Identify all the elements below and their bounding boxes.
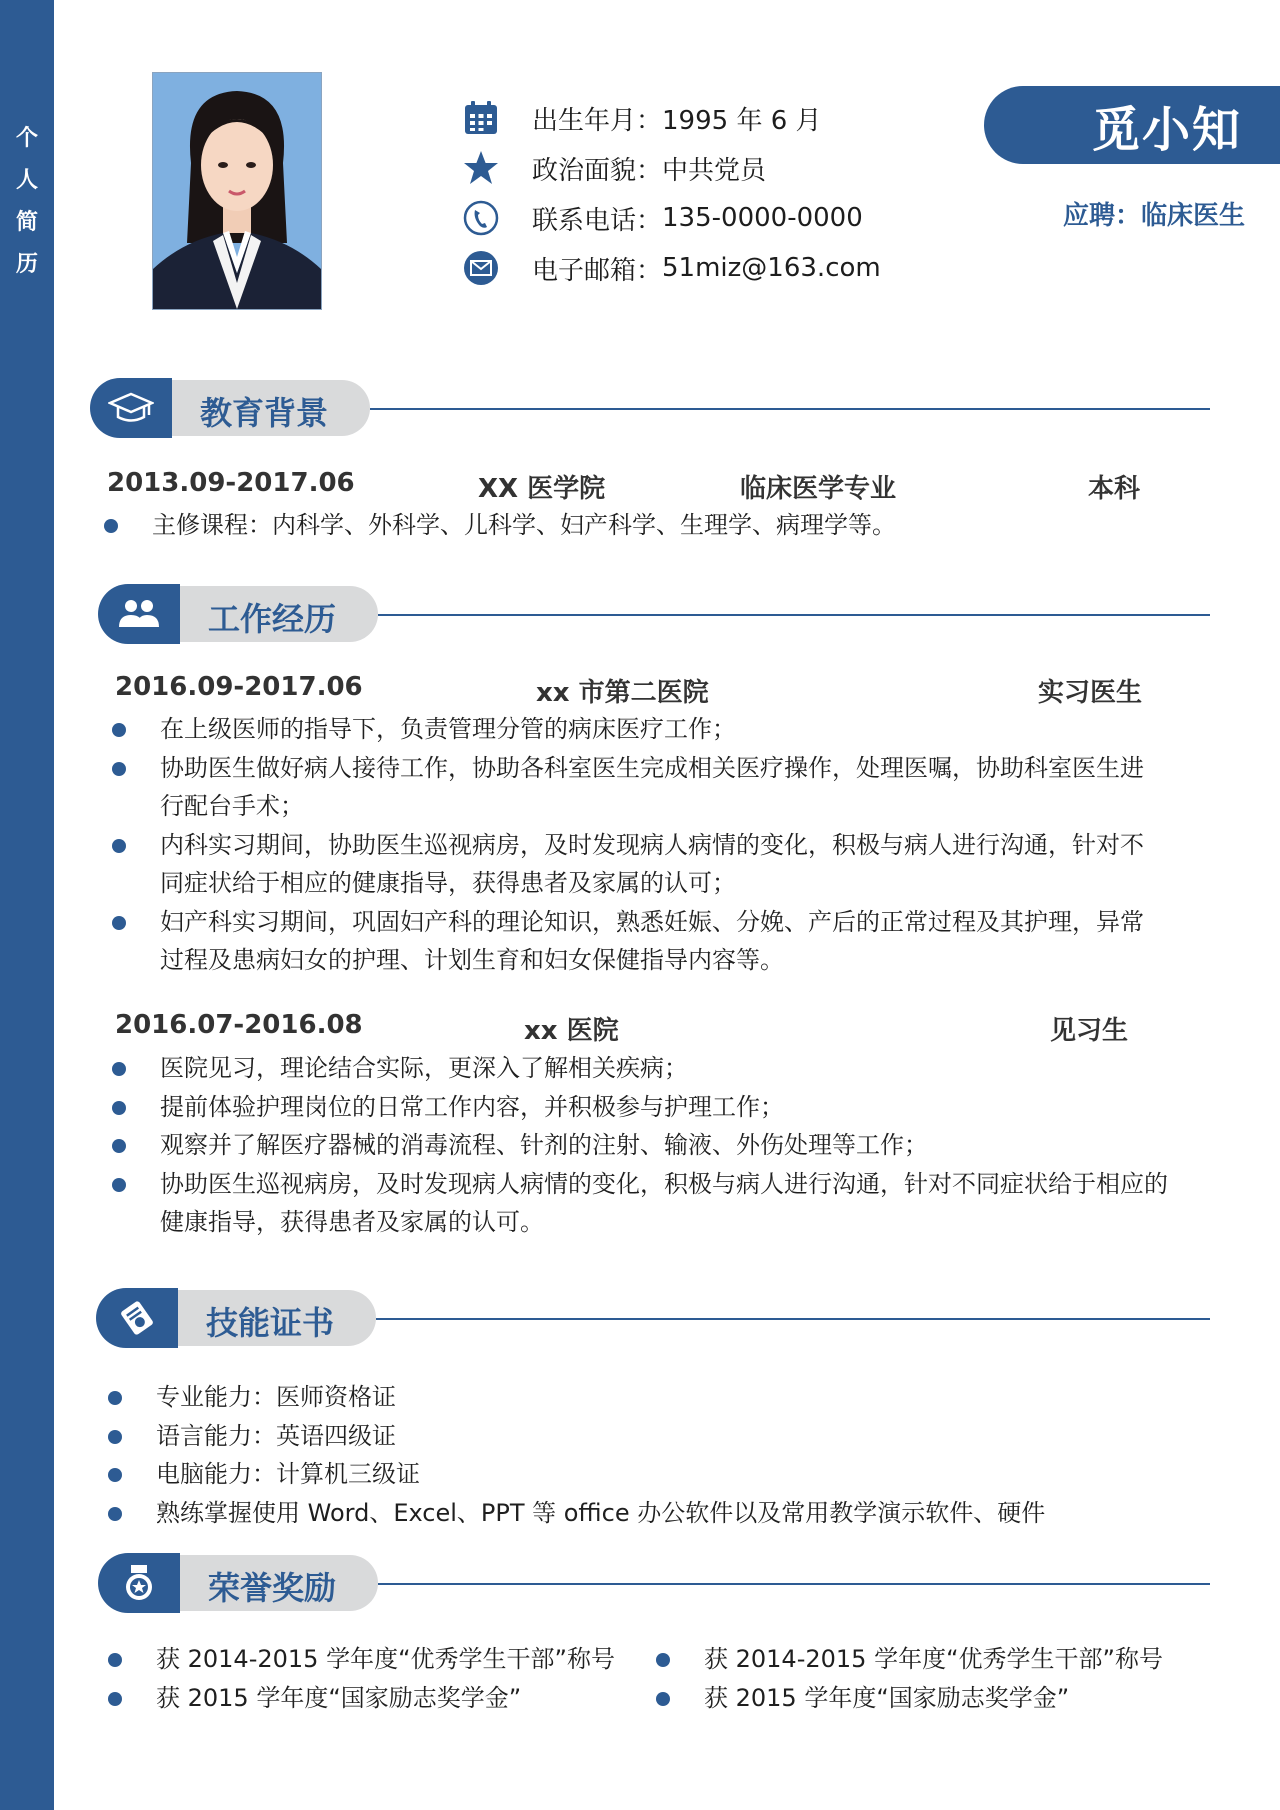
section-divider bbox=[370, 408, 1210, 410]
info-label: 政治面貌： bbox=[532, 155, 663, 186]
list-item bbox=[108, 710, 1168, 749]
bullet bbox=[108, 1507, 122, 1521]
bullet bbox=[108, 1430, 122, 1444]
bullet bbox=[112, 1101, 126, 1115]
list-item-text: 协助医生巡视病房，及时发现病人病情的变化，积极与病人进行沟通，针对不同症状给于相应的健康指导，获得患者及家属的认可。 bbox=[160, 1169, 1168, 1236]
graduation-cap-icon bbox=[90, 378, 172, 438]
list-item bbox=[108, 1165, 1170, 1242]
info-birth bbox=[460, 96, 920, 140]
certificate-icon bbox=[96, 1288, 178, 1348]
list-item-text: 提前体验护理岗位的日常工作内容，并积极参与护理工作； bbox=[160, 1092, 784, 1121]
list-item-text: 协助医生做好病人接待工作，协助各科室医生完成相关医疗操作，处理医嘱，协助科室医生进行配台手术； bbox=[160, 753, 1144, 820]
work-duties-list bbox=[108, 1049, 1168, 1242]
work-duties-list bbox=[108, 710, 1168, 980]
list-item bbox=[104, 1455, 1164, 1494]
list-item bbox=[652, 1679, 1212, 1718]
bullet bbox=[108, 1653, 122, 1667]
applied-position: 应聘：临床医生 bbox=[1062, 201, 1245, 231]
section-title: 荣誉奖励 bbox=[208, 1569, 337, 1607]
side-title bbox=[0, 118, 54, 286]
info-value: 中共党员 bbox=[662, 155, 767, 186]
section-divider bbox=[378, 1583, 1210, 1585]
list-item-text: 医院见习，理论结合实际，更深入了解相关疾病； bbox=[160, 1054, 688, 1082]
list-item-text: 获 2014-2015 学年度“优秀学生干部”称号 bbox=[156, 1645, 615, 1673]
edu-courses-list bbox=[100, 506, 1160, 545]
edu-degree: 本科 bbox=[1088, 474, 1141, 504]
list-item bbox=[108, 1049, 1168, 1088]
section-divider bbox=[378, 614, 1210, 616]
info-value: 135-0000-0000 bbox=[662, 203, 863, 233]
list-item-text: 获 2015 学年度“国家励志奖学金” bbox=[704, 1683, 1070, 1712]
side-char: 人 bbox=[15, 168, 38, 193]
info-phone bbox=[460, 196, 920, 240]
bullet bbox=[656, 1653, 670, 1667]
list-item bbox=[108, 749, 1160, 826]
work-org: xx 市第二医院 bbox=[536, 678, 709, 708]
list-item bbox=[108, 826, 1160, 903]
bullet bbox=[112, 1139, 126, 1153]
list-item-text: 获 2014-2015 学年度“优秀学生干部”称号 bbox=[704, 1645, 1163, 1673]
side-char: 个 bbox=[15, 126, 38, 151]
list-item-text: 妇产科实习期间，巩固妇产科的理论知识，熟悉妊娠、分娩、产后的正常过程及其护理，异常过程及患病妇女的护理、计划生育和妇女保健指导内容等。 bbox=[160, 907, 1144, 974]
work-role: 实习医生 bbox=[1038, 678, 1143, 708]
edu-major: 临床医学专业 bbox=[740, 474, 897, 504]
info-politics bbox=[460, 146, 920, 190]
section-title: 技能证书 bbox=[206, 1304, 335, 1342]
bullet bbox=[112, 1178, 126, 1192]
list-item bbox=[104, 1378, 1164, 1417]
bullet bbox=[656, 1692, 670, 1706]
section-title: 工作经历 bbox=[208, 600, 337, 638]
bullet bbox=[108, 1468, 122, 1482]
list-item bbox=[104, 1494, 1164, 1533]
list-item bbox=[652, 1640, 1212, 1679]
list-item bbox=[108, 1088, 1168, 1127]
honors-list-left bbox=[104, 1640, 664, 1717]
name-banner bbox=[984, 86, 1280, 164]
list-item-text: 获 2015 学年度“国家励志奖学金” bbox=[156, 1683, 522, 1712]
bullet bbox=[112, 762, 126, 776]
list-item bbox=[108, 1126, 1168, 1165]
list-item bbox=[108, 903, 1160, 980]
list-item-text: 熟练掌握使用 Word、Excel、PPT 等 office 办公软件以及常用教学演示软件、硬件 bbox=[156, 1498, 1046, 1527]
info-value: 1995 年 6 月 bbox=[662, 105, 822, 136]
phone-icon bbox=[460, 197, 502, 239]
list-item-text: 主修课程：内科学、外科学、儿科学、妇产科学、生理学、病理学等。 bbox=[152, 511, 896, 539]
mail-icon bbox=[460, 247, 502, 289]
skills-list bbox=[104, 1378, 1164, 1532]
info-email bbox=[460, 246, 920, 290]
edu-period: 2013.09-2017.06 bbox=[107, 468, 355, 498]
list-item-text: 电脑能力：计算机三级证 bbox=[156, 1460, 420, 1488]
side-char: 历 bbox=[15, 252, 38, 277]
profile-photo bbox=[152, 72, 322, 310]
medal-icon bbox=[98, 1553, 180, 1613]
work-period: 2016.09-2017.06 bbox=[115, 672, 363, 702]
section-work-header bbox=[98, 584, 1218, 644]
info-label: 出生年月： bbox=[532, 105, 663, 136]
bullet bbox=[112, 916, 126, 930]
bullet bbox=[112, 723, 126, 737]
bullet bbox=[112, 1062, 126, 1076]
section-divider bbox=[376, 1318, 1210, 1320]
list-item-text: 观察并了解医疗器械的消毒流程、针剂的注射、输液、外伤处理等工作； bbox=[160, 1131, 928, 1159]
info-label: 联系电话： bbox=[532, 205, 663, 236]
work-period: 2016.07-2016.08 bbox=[115, 1010, 363, 1040]
section-title: 教育背景 bbox=[200, 394, 329, 432]
side-bar bbox=[0, 0, 54, 1810]
candidate-name: 觅小知 bbox=[1091, 101, 1242, 158]
section-skills-header bbox=[96, 1288, 1216, 1348]
list-item-text: 专业能力：医师资格证 bbox=[156, 1383, 396, 1411]
list-item-text: 在上级医师的指导下，负责管理分管的病床医疗工作； bbox=[160, 715, 736, 743]
list-item bbox=[104, 1417, 1164, 1456]
info-label: 电子邮箱： bbox=[532, 255, 663, 286]
list-item bbox=[104, 1679, 664, 1718]
section-education-header bbox=[90, 378, 1210, 438]
work-org: xx 医院 bbox=[524, 1016, 619, 1046]
work-role: 见习生 bbox=[1050, 1016, 1129, 1046]
bullet bbox=[112, 839, 126, 853]
section-honors-header bbox=[98, 1553, 1218, 1613]
team-icon bbox=[98, 584, 180, 644]
star-icon bbox=[460, 147, 502, 189]
list-item bbox=[100, 506, 1160, 545]
list-item-text: 语言能力：英语四级证 bbox=[156, 1421, 396, 1450]
bullet bbox=[104, 519, 118, 533]
bullet bbox=[108, 1692, 122, 1706]
side-char: 简 bbox=[15, 210, 38, 235]
calendar-icon bbox=[460, 97, 502, 139]
edu-school: XX 医学院 bbox=[478, 474, 606, 504]
list-item bbox=[104, 1640, 664, 1679]
list-item-text: 内科实习期间，协助医生巡视病房，及时发现病人病情的变化，积极与病人进行沟通，针对不同症状给于相应的健康指导，获得患者及家属的认可； bbox=[160, 830, 1144, 897]
bullet bbox=[108, 1391, 122, 1405]
honors-list-right bbox=[652, 1640, 1212, 1717]
info-value: 51miz@163.com bbox=[662, 253, 881, 283]
